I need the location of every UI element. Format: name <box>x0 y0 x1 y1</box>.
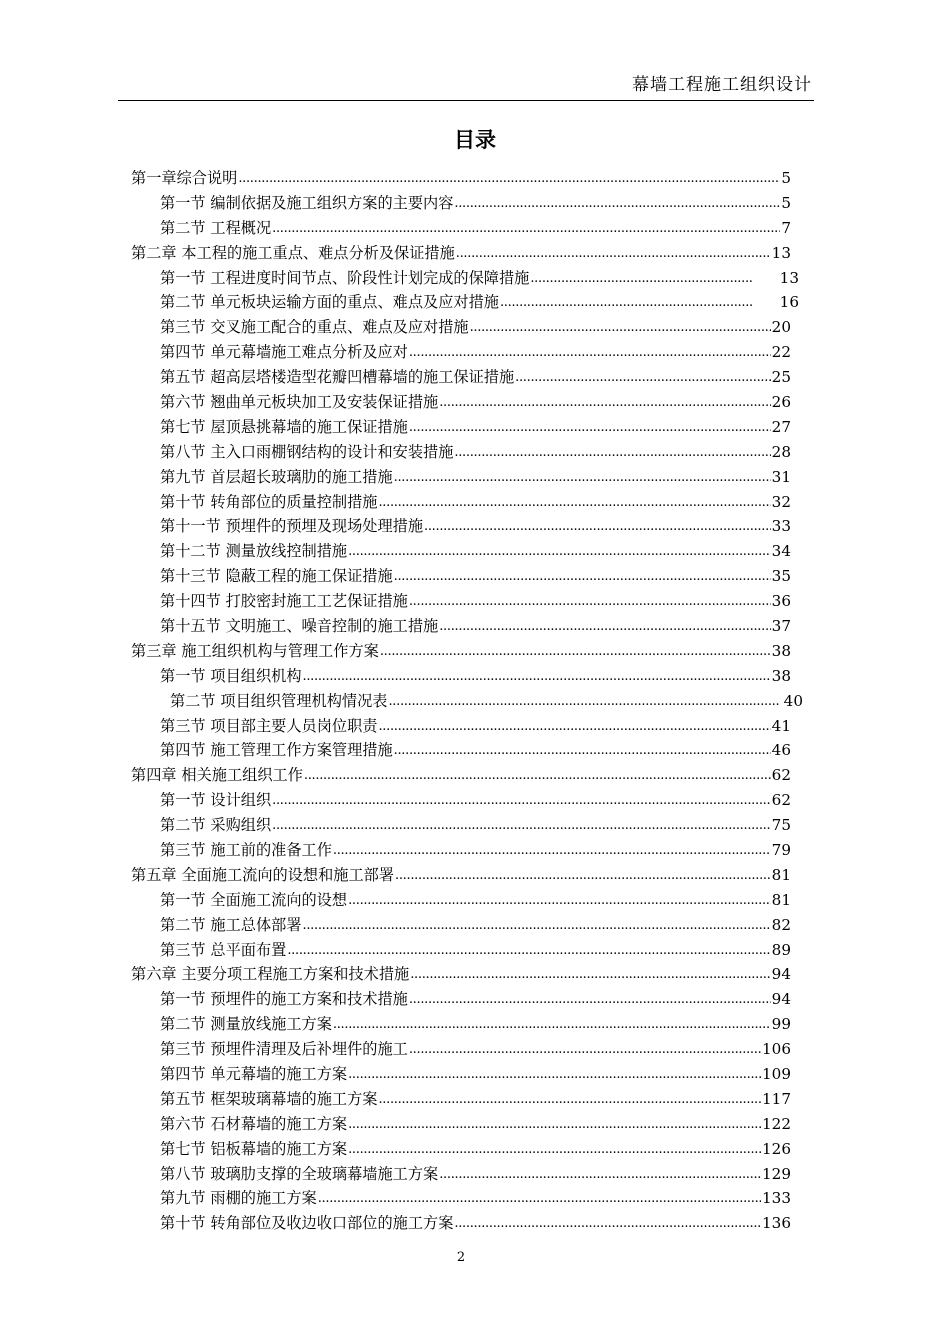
toc-entry-section[interactable] <box>160 813 791 835</box>
toc-entry-page: 129 <box>762 1165 791 1183</box>
toc-entry-page: 5 <box>781 194 791 212</box>
toc-leader-dots <box>348 543 771 561</box>
toc-entry-section[interactable] <box>160 390 791 412</box>
toc-entry-section[interactable] <box>170 689 803 711</box>
toc-leader-dots <box>348 892 771 910</box>
toc-leader-dots <box>439 1166 761 1184</box>
toc-entry-section[interactable] <box>160 490 791 512</box>
toc-entry-page: 25 <box>771 368 791 386</box>
toc-entry-section[interactable] <box>160 738 791 760</box>
toc-entry-section[interactable] <box>160 1162 791 1184</box>
toc-leader-dots <box>424 518 771 536</box>
toc-entry-label: 第十四节 打胶密封施工工艺保证措施 <box>160 592 408 610</box>
toc-entry-page: 89 <box>771 941 791 959</box>
toc-leader-dots <box>394 742 771 760</box>
toc-entry-chapter[interactable] <box>131 241 791 263</box>
toc-entry-label: 第三节 预埋件清理及后补埋件的施工 <box>160 1040 408 1058</box>
toc-entry-section[interactable] <box>160 938 791 960</box>
toc-entry-label: 第一章综合说明 <box>131 169 238 187</box>
toc-entry-label: 第四节 施工管理工作方案管理措施 <box>160 741 393 759</box>
toc-entry-section[interactable] <box>160 614 791 636</box>
toc-entry-page: 46 <box>771 741 791 759</box>
toc-leader-dots <box>388 693 778 711</box>
toc-leader-dots <box>454 1215 761 1233</box>
toc-entry-label: 第一节 项目组织机构 <box>160 667 302 685</box>
toc-entry-section[interactable] <box>160 465 791 487</box>
toc-entry-page: 27 <box>771 418 791 436</box>
toc-entry-label: 第八节 玻璃肋支撑的全玻璃幕墙施工方案 <box>160 1165 439 1183</box>
toc-leader-dots <box>515 369 771 387</box>
toc-leader-dots <box>287 942 770 960</box>
toc-entry-page: 79 <box>771 841 791 859</box>
toc-entry-section[interactable] <box>160 1062 791 1084</box>
toc-entry-page: 33 <box>771 517 791 535</box>
toc-entry-label: 第九节 雨棚的施工方案 <box>160 1189 317 1207</box>
toc-entry-page: 133 <box>762 1189 791 1207</box>
toc-entry-label: 第八节 主入口雨棚钢结构的设计和安装措施 <box>160 443 454 461</box>
toc-entry-section[interactable] <box>160 365 791 387</box>
toc-entry-section[interactable] <box>160 987 791 1009</box>
header-rule <box>118 100 814 101</box>
toc-leader-dots <box>380 643 771 661</box>
toc-leader-dots <box>378 1091 761 1109</box>
toc-entry-page: 136 <box>762 1214 791 1232</box>
toc-entry-label: 第二章 本工程的施工重点、难点分析及保证措施 <box>131 244 455 262</box>
toc-entry-page: 75 <box>771 816 791 834</box>
toc-leader-dots <box>530 270 751 288</box>
toc-entry-section[interactable] <box>160 589 791 611</box>
toc-entry-page: 81 <box>771 891 791 909</box>
toc-entry-label: 第二节 单元板块运输方面的重点、难点及应对措施 <box>160 293 499 311</box>
toc-entry-section[interactable] <box>160 1037 791 1059</box>
toc-entry-chapter[interactable] <box>131 763 791 785</box>
toc-entry-page: 31 <box>771 468 791 486</box>
toc-entry-section[interactable] <box>160 539 791 561</box>
toc-entry-section[interactable] <box>160 1211 791 1233</box>
toc-leader-dots <box>272 220 780 238</box>
toc-entry-chapter[interactable] <box>131 962 791 984</box>
toc-leader-dots <box>395 867 771 885</box>
toc-leader-dots <box>272 792 771 810</box>
page-number: 2 <box>456 1250 466 1265</box>
toc-leader-dots <box>348 1116 761 1134</box>
toc-entry-chapter[interactable] <box>131 166 791 188</box>
toc-entry-page: 82 <box>771 916 791 934</box>
toc-leader-dots <box>394 469 771 487</box>
toc-entry-page: 20 <box>771 318 791 336</box>
toc-entry-section[interactable] <box>160 290 799 312</box>
toc-leader-dots <box>409 1041 761 1059</box>
toc-leader-dots <box>318 1190 761 1208</box>
toc-leader-dots <box>409 991 771 1009</box>
toc-entry-page: 13 <box>771 244 791 262</box>
toc-entry-label: 第十一节 预埋件的预埋及现场处理措施 <box>160 517 424 535</box>
page-title: 目录 <box>454 127 496 152</box>
toc-entry-page: 41 <box>771 717 791 735</box>
toc-leader-dots <box>272 817 771 835</box>
toc-entry-page: 94 <box>771 990 791 1008</box>
toc-entry-page: 62 <box>771 766 791 784</box>
toc-leader-dots <box>348 1066 761 1084</box>
toc-entry-section[interactable] <box>160 415 791 437</box>
toc-entry-page: 126 <box>762 1140 791 1158</box>
toc-entry-section[interactable] <box>160 838 791 860</box>
toc-leader-dots <box>410 966 770 984</box>
toc-entry-label: 第一节 全面施工流向的设想 <box>160 891 348 909</box>
toc-leader-dots <box>378 494 770 512</box>
toc-entry-page: 106 <box>762 1040 791 1058</box>
toc-entry-label: 第六节 翘曲单元板块加工及安装保证措施 <box>160 393 439 411</box>
toc-entry-section[interactable] <box>160 266 799 288</box>
toc-entry-label: 第三节 项目部主要人员岗位职责 <box>160 717 378 735</box>
toc-entry-page: 28 <box>771 443 791 461</box>
toc-leader-dots <box>470 319 771 337</box>
toc-leader-dots <box>409 419 771 437</box>
toc-entry-page: 7 <box>781 219 791 237</box>
toc-entry-label: 第三章 施工组织机构与管理工作方案 <box>131 642 379 660</box>
toc-leader-dots <box>500 294 752 312</box>
toc-entry-label: 第六章 主要分项工程施工方案和技术措施 <box>131 965 410 983</box>
toc-entry-section[interactable] <box>160 440 791 462</box>
toc-entry-label: 第二节 施工总体部署 <box>160 916 302 934</box>
toc-entry-page: 37 <box>771 617 791 635</box>
toc-entry-label: 第六节 石材幕墙的施工方案 <box>160 1115 348 1133</box>
toc-entry-page: 81 <box>771 866 791 884</box>
toc-entry-section[interactable] <box>160 664 791 686</box>
toc-entry-section[interactable] <box>160 1112 791 1134</box>
toc-entry-chapter[interactable] <box>131 639 791 661</box>
toc-entry-label: 第四节 单元幕墙的施工方案 <box>160 1065 348 1083</box>
toc-entry-page: 38 <box>771 667 791 685</box>
toc-entry-section[interactable] <box>160 714 791 736</box>
toc-entry-section[interactable] <box>160 1012 791 1034</box>
toc-leader-dots <box>303 917 771 935</box>
toc-entry-label: 第三节 施工前的准备工作 <box>160 841 332 859</box>
toc-leader-dots <box>409 344 771 362</box>
toc-entry-section[interactable] <box>160 913 791 935</box>
toc-entry-label: 第二节 采购组织 <box>160 816 272 834</box>
toc-entry-section[interactable] <box>160 1186 791 1208</box>
toc-entry-label: 第三节 交叉施工配合的重点、难点及应对措施 <box>160 318 469 336</box>
toc-leader-dots <box>303 668 771 686</box>
toc-entry-section[interactable] <box>160 340 791 362</box>
toc-entry-label: 第七节 屋顶悬挑幕墙的施工保证措施 <box>160 418 408 436</box>
toc-entry-label: 第十节 转角部位的质量控制措施 <box>160 493 378 511</box>
toc-entry-section[interactable] <box>160 1087 791 1109</box>
toc-entry-section[interactable] <box>160 1137 791 1159</box>
toc-entry-label: 第一节 设计组织 <box>160 791 272 809</box>
toc-leader-dots <box>304 767 771 785</box>
toc-entry-section[interactable] <box>160 564 791 586</box>
toc-entry-label: 第五章 全面施工流向的设想和施工部署 <box>131 866 395 884</box>
toc-entry-page: 62 <box>771 791 791 809</box>
toc-entry-page: 40 <box>783 692 803 710</box>
toc-entry-page: 117 <box>762 1090 791 1108</box>
toc-leader-dots <box>454 444 770 462</box>
toc-leader-dots <box>333 1016 771 1034</box>
toc-entry-label: 第二节 工程概况 <box>160 219 272 237</box>
toc-entry-label: 第一节 编制依据及施工组织方案的主要内容 <box>160 194 454 212</box>
toc-entry-page: 36 <box>771 592 791 610</box>
toc-leader-dots <box>439 394 770 412</box>
toc-entry-label: 第一节 预埋件的施工方案和技术措施 <box>160 990 408 1008</box>
toc-entry-page: 26 <box>771 393 791 411</box>
toc-leader-dots <box>348 1141 761 1159</box>
toc-entry-page: 13 <box>779 269 799 287</box>
toc-entry-label: 第七节 铝板幕墙的施工方案 <box>160 1140 348 1158</box>
toc-entry-chapter[interactable] <box>131 863 791 885</box>
toc-entry-page: 38 <box>771 642 791 660</box>
toc-entry-label: 第二节 测量放线施工方案 <box>160 1015 332 1033</box>
toc-leader-dots <box>238 170 780 188</box>
toc-leader-dots <box>394 568 771 586</box>
toc-entry-page: 122 <box>762 1115 791 1133</box>
toc-entry-label: 第十三节 隐蔽工程的施工保证措施 <box>160 567 393 585</box>
toc-entry-section[interactable] <box>160 788 791 810</box>
toc-entry-label: 第一节 工程进度时间节点、阶段性计划完成的保障措施 <box>160 269 530 287</box>
toc-entry-section[interactable] <box>160 315 791 337</box>
toc-leader-dots <box>333 842 771 860</box>
toc-leader-dots <box>409 593 771 611</box>
toc-entry-label: 第十二节 测量放线控制措施 <box>160 542 348 560</box>
toc-entry-page: 35 <box>771 567 791 585</box>
toc-entry-label: 第十节 转角部位及收边收口部位的施工方案 <box>160 1214 454 1232</box>
toc-entry-label: 第四节 单元幕墙施工难点分析及应对 <box>160 343 408 361</box>
toc-entry-label: 第五节 超高层塔楼造型花瓣凹槽幕墙的施工保证措施 <box>160 368 515 386</box>
toc-entry-section[interactable] <box>160 191 791 213</box>
toc-entry-page: 109 <box>762 1065 791 1083</box>
toc-entry-page: 94 <box>771 965 791 983</box>
toc-entry-section[interactable] <box>160 888 791 910</box>
toc-entry-label: 第五节 框架玻璃幕墙的施工方案 <box>160 1090 378 1108</box>
toc-entry-page: 16 <box>779 293 799 311</box>
toc-entry-section[interactable] <box>160 514 791 536</box>
toc-entry-page: 32 <box>771 493 791 511</box>
running-header: 幕墙工程施工组织设计 <box>632 75 812 95</box>
toc-entry-page: 5 <box>781 169 791 187</box>
toc-entry-page: 22 <box>771 343 791 361</box>
toc-entry-section[interactable] <box>160 216 791 238</box>
toc-entry-label: 第九节 首层超长玻璃肋的施工措施 <box>160 468 393 486</box>
toc-leader-dots <box>456 245 771 263</box>
toc-entry-label: 第二节 项目组织管理机构情况表 <box>170 692 388 710</box>
toc-entry-page: 34 <box>771 542 791 560</box>
toc-leader-dots <box>439 618 770 636</box>
toc-entry-page: 99 <box>771 1015 791 1033</box>
toc-entry-label: 第四章 相关施工组织工作 <box>131 766 303 784</box>
toc-entry-label: 第三节 总平面布置 <box>160 941 287 959</box>
toc-entry-label: 第十五节 文明施工、噪音控制的施工措施 <box>160 617 439 635</box>
toc-leader-dots <box>378 718 770 736</box>
toc-leader-dots <box>454 195 780 213</box>
